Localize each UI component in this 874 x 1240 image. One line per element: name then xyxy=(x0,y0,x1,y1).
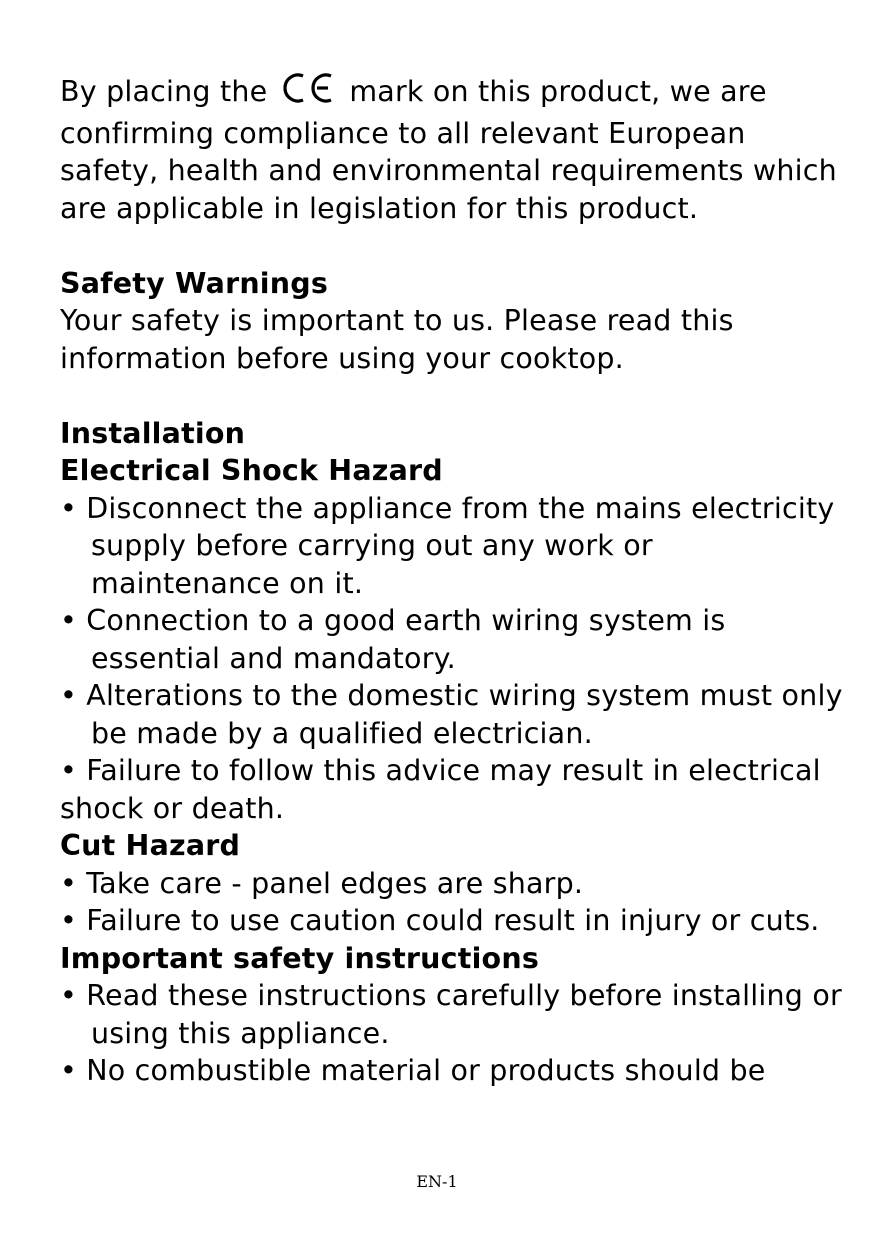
intro-before-mark: By placing the xyxy=(60,75,268,108)
list-item: • Failure to use caution could result in injury or cuts. xyxy=(60,904,820,937)
ce-compliance-paragraph xyxy=(60,71,850,227)
list-item: • Connection to a good earth wiring system is essential and mandatory. xyxy=(60,604,726,675)
safety-warnings-heading: Safety Warnings xyxy=(60,266,329,300)
cut-hazard-heading: Cut Hazard xyxy=(60,829,241,862)
important-safety-instructions-heading: Important safety instructions xyxy=(60,941,539,975)
list-item: • Alterations to the domestic wiring system must only be made by a qualified electrician. xyxy=(60,679,843,750)
page-number: EN-1 xyxy=(416,1172,458,1191)
manual-page xyxy=(60,71,850,1090)
list-item: • Disconnect the appliance from the mains electricity supply before carrying out any work or maintenance on it. xyxy=(60,491,835,600)
safety-warnings-text: Your safety is important to us. Please read this information before using your cooktop. xyxy=(60,304,734,375)
electrical-shock-hazard-heading: Electrical Shock Hazard xyxy=(60,454,443,487)
spacer xyxy=(60,227,850,265)
spacer xyxy=(60,377,850,415)
list-item: • Read these instructions carefully before installing or using this appliance. xyxy=(60,979,842,1050)
ce-mark-icon xyxy=(283,71,335,115)
list-item: • Failure to follow this advice may result in electrical shock or death. xyxy=(60,754,821,825)
list-item: • Take care - panel edges are sharp. xyxy=(60,866,584,900)
installation-heading: Installation xyxy=(60,416,246,450)
intro-after-mark: mark on this product, we are confirming compliance to all relevant European safety, health and environmental requirements which are applicable in legislation for this product. xyxy=(60,75,837,225)
list-item: • No combustible material or products should be xyxy=(60,1054,766,1087)
